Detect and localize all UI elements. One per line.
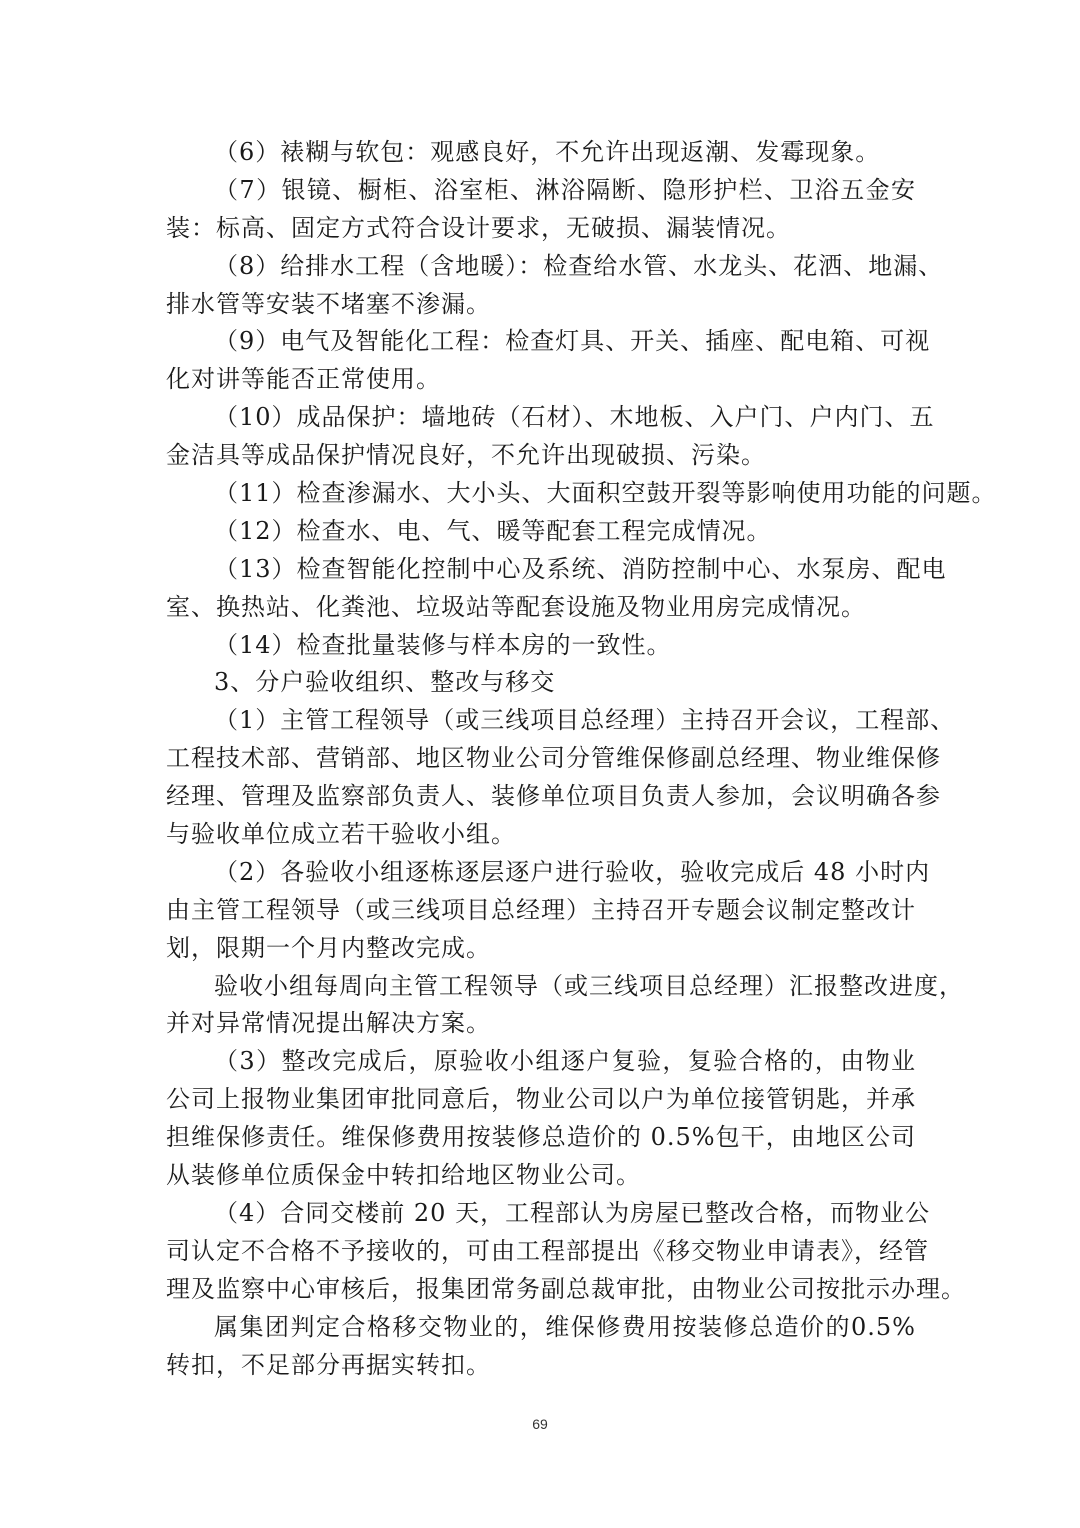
body-text [166,134,997,1384]
text-line: （4）合同交楼前 20 天，工程部认为房屋已整改合格，而物业公 [214,1198,931,1227]
text-line: 并对异常情况提出解决方案。 [166,1009,491,1038]
page-number: 69 [532,1416,548,1432]
text-line: （12）检查水、电、气、暖等配套工程完成情况。 [214,516,772,545]
text-line: （2）各验收小组逐栋逐层逐户进行验收，验收完成后 48 小时内 [214,857,931,886]
text-line: 担维保修责任。维保修费用按装修总造价的 0.5%包干，由地区公司 [166,1123,916,1152]
text-line: 司认定不合格不予接收的，可由工程部提出《移交物业申请表》，经管 [166,1236,929,1265]
text-line: （6）裱糊与软包：观感良好，不允许出现返潮、发霉现象。 [214,138,881,166]
text-line: 公司上报物业集团审批同意后，物业公司以户为单位接管钥匙，并承 [166,1085,916,1114]
text-line: 化对讲等能否正常使用。 [166,365,441,394]
text-line: （10）成品保护：墙地砖（石材）、木地板、入户门、户内门、五 [214,403,935,432]
text-line: 与验收单位成立若干验收小组。 [166,820,516,849]
text-line: （14）检查批量装修与样本房的一致性。 [214,630,672,659]
text-line: 验收小组每周向主管工程领导（或三线项目总经理）汇报整改进度， [214,971,964,1000]
text-line: （9）电气及智能化工程：检查灯具、开关、插座、配电箱、可视 [214,327,931,356]
text-line: 室、换热站、化粪池、垃圾站等配套设施及物业用房完成情况。 [166,592,866,621]
text-line: 从装修单位质保金中转扣给地区物业公司。 [166,1161,641,1190]
text-line: （1）主管工程领导（或三线项目总经理）主持召开会议，工程部、 [214,706,956,735]
text-line: 划，限期一个月内整改完成。 [166,933,491,962]
text-line: 排水管等安装不堵塞不渗漏。 [166,289,491,318]
text-line: 工程技术部、营销部、地区物业公司分管维保修副总经理、物业维保修 [166,744,941,773]
text-line: （7）银镜、橱柜、浴室柜、淋浴隔断、隐形护栏、卫浴五金安 [214,175,916,204]
text-line: 金洁具等成品保护情况良好，不允许出现破损、污染。 [166,441,766,470]
text-line: 经理、管理及监察部负责人、装修单位项目负责人参加，会议明确各参 [166,782,941,811]
text-line: （13）检查智能化控制中心及系统、消防控制中心、水泵房、配电 [214,554,947,583]
text-line: 由主管工程领导（或三线项目总经理）主持召开专题会议制定整改计 [166,895,916,924]
text-line: （3）整改完成后，原验收小组逐户复验，复验合格的，由物业 [214,1047,916,1076]
text-line: 属集团判定合格移交物业的，维保修费用按装修总造价的0.5% [214,1312,916,1341]
text-line: 转扣，不足部分再据实转扣。 [166,1350,491,1379]
text-line: 理及监察中心审核后，报集团常务副总裁审批，由物业公司按批示办理。 [166,1274,966,1303]
text-line: （8）给排水工程（含地暖）：检查给水管、水龙头、花洒、地漏、 [214,251,944,280]
text-line: 3、分户验收组织、整改与移交 [214,668,556,697]
text-line: （11）检查渗漏水、大小头、大面积空鼓开裂等影响使用功能的问题。 [214,479,997,508]
text-line: 装：标高、固定方式符合设计要求，无破损、漏装情况。 [166,213,791,242]
